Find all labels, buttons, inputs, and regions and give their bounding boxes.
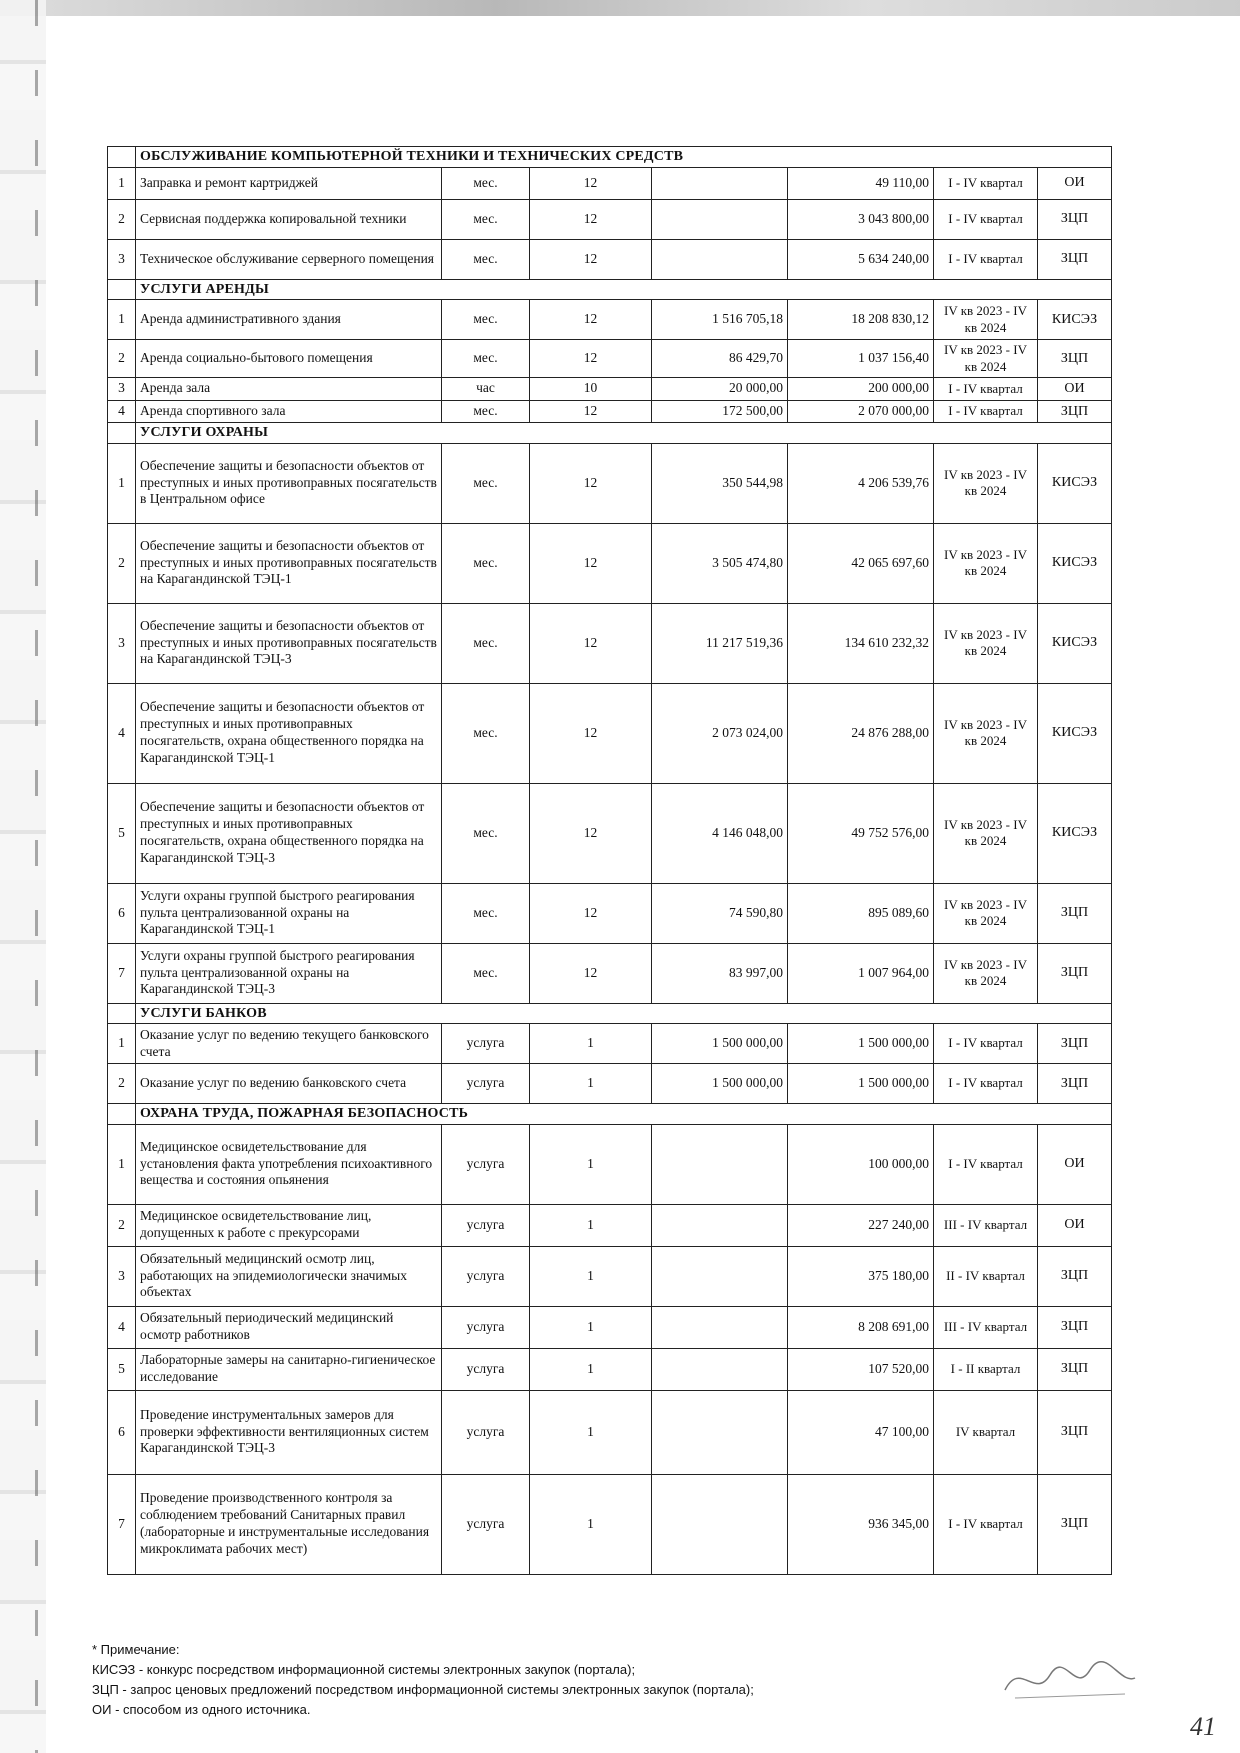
cell-method: ЗЦП bbox=[1038, 239, 1112, 279]
table-row bbox=[108, 1348, 1112, 1390]
cell-qty: 12 bbox=[530, 300, 652, 340]
cell-name: Медицинское освидетельствование лиц, допущенных к работе с прекурсорами bbox=[136, 1204, 442, 1246]
cell-method: ЗЦП bbox=[1038, 1390, 1112, 1474]
cell-qty: 12 bbox=[530, 167, 652, 199]
cell-qty: 12 bbox=[530, 239, 652, 279]
cell-period: I - IV квартал bbox=[934, 1474, 1038, 1574]
cell-qty: 1 bbox=[530, 1390, 652, 1474]
cell-sum: 107 520,00 bbox=[788, 1348, 934, 1390]
section-header-spacer bbox=[108, 423, 136, 444]
cell-num: 4 bbox=[108, 400, 136, 423]
cell-method: ОИ bbox=[1038, 167, 1112, 199]
cell-num: 1 bbox=[108, 443, 136, 523]
cell-unit: мес. bbox=[442, 199, 530, 239]
cell-num: 7 bbox=[108, 943, 136, 1003]
cell-name: Заправка и ремонт картриджей bbox=[136, 167, 442, 199]
cell-unit: услуга bbox=[442, 1348, 530, 1390]
cell-qty: 10 bbox=[530, 378, 652, 401]
cell-price: 4 146 048,00 bbox=[652, 783, 788, 883]
table-row bbox=[108, 1306, 1112, 1348]
cell-price: 86 429,70 bbox=[652, 340, 788, 378]
cell-period: IV кв 2023 - IV кв 2024 bbox=[934, 943, 1038, 1003]
cell-sum: 49 752 576,00 bbox=[788, 783, 934, 883]
cell-method: ЗЦП bbox=[1038, 1306, 1112, 1348]
cell-sum: 24 876 288,00 bbox=[788, 683, 934, 783]
cell-num: 5 bbox=[108, 783, 136, 883]
cell-price: 11 217 519,36 bbox=[652, 603, 788, 683]
cell-sum: 100 000,00 bbox=[788, 1124, 934, 1204]
cell-period: I - IV квартал bbox=[934, 1024, 1038, 1064]
cell-period: I - IV квартал bbox=[934, 1124, 1038, 1204]
cell-method: ЗЦП bbox=[1038, 1474, 1112, 1574]
cell-name: Аренда социально-бытового помещения bbox=[136, 340, 442, 378]
section-title: ОХРАНА ТРУДА, ПОЖАРНАЯ БЕЗОПАСНОСТЬ bbox=[136, 1104, 1112, 1125]
cell-name: Обязательный медицинский осмотр лиц, работающих на эпидемиологически значимых объектах bbox=[136, 1246, 442, 1306]
section-title: УСЛУГИ ОХРАНЫ bbox=[136, 423, 1112, 444]
cell-price bbox=[652, 239, 788, 279]
table-row bbox=[108, 378, 1112, 401]
cell-qty: 12 bbox=[530, 683, 652, 783]
cell-name: Услуги охраны группой быстрого реагирования пульта централизованной охраны на Карагандинской ТЭЦ-3 bbox=[136, 943, 442, 1003]
cell-method: ЗЦП bbox=[1038, 1024, 1112, 1064]
cell-num: 3 bbox=[108, 1246, 136, 1306]
cell-price: 74 590,80 bbox=[652, 883, 788, 943]
cell-qty: 1 bbox=[530, 1124, 652, 1204]
cell-method: ЗЦП bbox=[1038, 1246, 1112, 1306]
cell-unit: мес. bbox=[442, 523, 530, 603]
cell-qty: 12 bbox=[530, 603, 652, 683]
cell-num: 4 bbox=[108, 683, 136, 783]
cell-sum: 227 240,00 bbox=[788, 1204, 934, 1246]
cell-num: 1 bbox=[108, 167, 136, 199]
footnote-line-oi: ОИ - способом из одного источника. bbox=[92, 1702, 311, 1717]
cell-sum: 1 500 000,00 bbox=[788, 1064, 934, 1104]
cell-num: 6 bbox=[108, 883, 136, 943]
cell-method: ОИ bbox=[1038, 1124, 1112, 1204]
cell-method: ЗЦП bbox=[1038, 883, 1112, 943]
cell-price: 172 500,00 bbox=[652, 400, 788, 423]
table-body bbox=[108, 147, 1112, 1575]
cell-name: Обязательный периодический медицинский осмотр работников bbox=[136, 1306, 442, 1348]
cell-unit: мес. bbox=[442, 683, 530, 783]
cell-period: I - IV квартал bbox=[934, 1064, 1038, 1104]
cell-sum: 895 089,60 bbox=[788, 883, 934, 943]
section-header-spacer bbox=[108, 1003, 136, 1024]
table-row bbox=[108, 523, 1112, 603]
cell-sum: 5 634 240,00 bbox=[788, 239, 934, 279]
cell-period: IV кв 2023 - IV кв 2024 bbox=[934, 883, 1038, 943]
cell-num: 3 bbox=[108, 603, 136, 683]
section-header bbox=[108, 1104, 1112, 1125]
cell-qty: 12 bbox=[530, 883, 652, 943]
cell-unit: услуга bbox=[442, 1064, 530, 1104]
section-header-spacer bbox=[108, 147, 136, 168]
cell-price bbox=[652, 1474, 788, 1574]
table-row bbox=[108, 340, 1112, 378]
cell-price bbox=[652, 199, 788, 239]
cell-price: 3 505 474,80 bbox=[652, 523, 788, 603]
cell-method: ЗЦП bbox=[1038, 199, 1112, 239]
cell-period: III - IV квартал bbox=[934, 1306, 1038, 1348]
section-title: УСЛУГИ БАНКОВ bbox=[136, 1003, 1112, 1024]
cell-price bbox=[652, 167, 788, 199]
table-row bbox=[108, 1474, 1112, 1574]
cell-num: 7 bbox=[108, 1474, 136, 1574]
cell-num: 2 bbox=[108, 1064, 136, 1104]
cell-sum: 4 206 539,76 bbox=[788, 443, 934, 523]
footnote-title: * Примечание: bbox=[92, 1642, 180, 1657]
table-row bbox=[108, 883, 1112, 943]
scan-edge-left bbox=[0, 0, 46, 1753]
cell-sum: 134 610 232,32 bbox=[788, 603, 934, 683]
cell-sum: 1 007 964,00 bbox=[788, 943, 934, 1003]
cell-qty: 12 bbox=[530, 443, 652, 523]
cell-unit: услуга bbox=[442, 1246, 530, 1306]
cell-period: II - IV квартал bbox=[934, 1246, 1038, 1306]
cell-price: 1 500 000,00 bbox=[652, 1024, 788, 1064]
cell-name: Оказание услуг по ведению текущего банковского счета bbox=[136, 1024, 442, 1064]
table-row bbox=[108, 1024, 1112, 1064]
cell-qty: 1 bbox=[530, 1024, 652, 1064]
table-row bbox=[108, 1390, 1112, 1474]
cell-period: I - IV квартал bbox=[934, 378, 1038, 401]
cell-unit: мес. bbox=[442, 943, 530, 1003]
section-title: ОБСЛУЖИВАНИЕ КОМПЬЮТЕРНОЙ ТЕХНИКИ И ТЕХНИЧЕСКИХ СРЕДСТВ bbox=[136, 147, 1112, 168]
cell-qty: 12 bbox=[530, 783, 652, 883]
cell-unit: мес. bbox=[442, 883, 530, 943]
cell-price bbox=[652, 1306, 788, 1348]
cell-period: IV кв 2023 - IV кв 2024 bbox=[934, 783, 1038, 883]
cell-method: КИСЭЗ bbox=[1038, 603, 1112, 683]
cell-unit: услуга bbox=[442, 1124, 530, 1204]
cell-period: IV квартал bbox=[934, 1390, 1038, 1474]
cell-qty: 1 bbox=[530, 1306, 652, 1348]
procurement-table bbox=[107, 146, 1112, 1575]
cell-sum: 1 037 156,40 bbox=[788, 340, 934, 378]
cell-qty: 12 bbox=[530, 400, 652, 423]
cell-num: 6 bbox=[108, 1390, 136, 1474]
section-header bbox=[108, 147, 1112, 168]
table-row bbox=[108, 199, 1112, 239]
cell-num: 1 bbox=[108, 300, 136, 340]
cell-method: КИСЭЗ bbox=[1038, 443, 1112, 523]
cell-sum: 1 500 000,00 bbox=[788, 1024, 934, 1064]
page-number: 41 bbox=[1190, 1712, 1216, 1741]
cell-method: ЗЦП bbox=[1038, 943, 1112, 1003]
cell-price: 1 516 705,18 bbox=[652, 300, 788, 340]
table-row bbox=[108, 300, 1112, 340]
cell-name: Услуги охраны группой быстрого реагирования пульта централизованной охраны на Карагандинской ТЭЦ-1 bbox=[136, 883, 442, 943]
cell-num: 5 bbox=[108, 1348, 136, 1390]
cell-sum: 375 180,00 bbox=[788, 1246, 934, 1306]
cell-sum: 936 345,00 bbox=[788, 1474, 934, 1574]
cell-sum: 42 065 697,60 bbox=[788, 523, 934, 603]
cell-period: I - IV квартал bbox=[934, 400, 1038, 423]
cell-period: IV кв 2023 - IV кв 2024 bbox=[934, 603, 1038, 683]
table-row bbox=[108, 603, 1112, 683]
cell-sum: 8 208 691,00 bbox=[788, 1306, 934, 1348]
cell-method: ОИ bbox=[1038, 378, 1112, 401]
cell-num: 3 bbox=[108, 378, 136, 401]
cell-num: 4 bbox=[108, 1306, 136, 1348]
cell-method: КИСЭЗ bbox=[1038, 683, 1112, 783]
cell-qty: 12 bbox=[530, 523, 652, 603]
table-row bbox=[108, 443, 1112, 523]
table-row bbox=[108, 1246, 1112, 1306]
cell-unit: услуга bbox=[442, 1390, 530, 1474]
cell-qty: 12 bbox=[530, 340, 652, 378]
section-header bbox=[108, 1003, 1112, 1024]
cell-price: 1 500 000,00 bbox=[652, 1064, 788, 1104]
table-row bbox=[108, 239, 1112, 279]
cell-method: ЗЦП bbox=[1038, 340, 1112, 378]
cell-price: 350 544,98 bbox=[652, 443, 788, 523]
cell-num: 1 bbox=[108, 1024, 136, 1064]
section-header bbox=[108, 423, 1112, 444]
table-row bbox=[108, 683, 1112, 783]
cell-name: Обеспечение защиты и безопасности объектов от преступных и иных противоправных посягательств, охрана общественного порядка на Карагандинской ТЭЦ-3 bbox=[136, 783, 442, 883]
cell-period: IV кв 2023 - IV кв 2024 bbox=[934, 300, 1038, 340]
cell-unit: час bbox=[442, 378, 530, 401]
cell-method: КИСЭЗ bbox=[1038, 300, 1112, 340]
cell-sum: 200 000,00 bbox=[788, 378, 934, 401]
table-row bbox=[108, 1204, 1112, 1246]
cell-qty: 1 bbox=[530, 1348, 652, 1390]
cell-method: ЗЦП bbox=[1038, 1348, 1112, 1390]
cell-name: Обеспечение защиты и безопасности объектов от преступных и иных противоправных посягательств на Карагандинской ТЭЦ-1 bbox=[136, 523, 442, 603]
cell-price: 83 997,00 bbox=[652, 943, 788, 1003]
cell-period: I - IV квартал bbox=[934, 167, 1038, 199]
table-row bbox=[108, 1124, 1112, 1204]
cell-period: I - IV квартал bbox=[934, 239, 1038, 279]
cell-sum: 3 043 800,00 bbox=[788, 199, 934, 239]
cell-unit: услуга bbox=[442, 1306, 530, 1348]
table-row bbox=[108, 1064, 1112, 1104]
cell-period: IV кв 2023 - IV кв 2024 bbox=[934, 443, 1038, 523]
table-row bbox=[108, 400, 1112, 423]
cell-qty: 1 bbox=[530, 1246, 652, 1306]
cell-price bbox=[652, 1124, 788, 1204]
cell-unit: мес. bbox=[442, 167, 530, 199]
cell-name: Лабораторные замеры на санитарно-гигиеническое исследование bbox=[136, 1348, 442, 1390]
cell-method: КИСЭЗ bbox=[1038, 783, 1112, 883]
cell-price bbox=[652, 1390, 788, 1474]
cell-unit: мес. bbox=[442, 300, 530, 340]
footnote-line-kisez: КИСЭЗ - конкурс посредством информационной системы электронных закупок (портала); bbox=[92, 1662, 636, 1677]
cell-name: Сервисная поддержка копировальной техники bbox=[136, 199, 442, 239]
cell-unit: услуга bbox=[442, 1204, 530, 1246]
procurement-table-container bbox=[107, 146, 1111, 1575]
cell-num: 2 bbox=[108, 199, 136, 239]
cell-num: 2 bbox=[108, 1204, 136, 1246]
cell-unit: мес. bbox=[442, 239, 530, 279]
cell-name: Проведение инструментальных замеров для проверки эффективности вентиляционных систем Карагандинской ТЭЦ-3 bbox=[136, 1390, 442, 1474]
cell-name: Аренда зала bbox=[136, 378, 442, 401]
cell-price: 20 000,00 bbox=[652, 378, 788, 401]
cell-period: I - IV квартал bbox=[934, 199, 1038, 239]
cell-qty: 1 bbox=[530, 1064, 652, 1104]
section-header-spacer bbox=[108, 1104, 136, 1125]
cell-sum: 49 110,00 bbox=[788, 167, 934, 199]
section-header bbox=[108, 279, 1112, 300]
cell-price bbox=[652, 1348, 788, 1390]
cell-qty: 1 bbox=[530, 1474, 652, 1574]
cell-name: Обеспечение защиты и безопасности объектов от преступных и иных противоправных посягательств, охрана общественного порядка на Карагандинской ТЭЦ-1 bbox=[136, 683, 442, 783]
section-header-spacer bbox=[108, 279, 136, 300]
cell-qty: 1 bbox=[530, 1204, 652, 1246]
cell-unit: мес. bbox=[442, 340, 530, 378]
cell-unit: услуга bbox=[442, 1474, 530, 1574]
section-title: УСЛУГИ АРЕНДЫ bbox=[136, 279, 1112, 300]
cell-unit: мес. bbox=[442, 443, 530, 523]
cell-num: 3 bbox=[108, 239, 136, 279]
cell-name: Медицинское освидетельствование для установления факта употребления психоактивного вещества и состояния опьянения bbox=[136, 1124, 442, 1204]
cell-price bbox=[652, 1204, 788, 1246]
cell-name: Обеспечение защиты и безопасности объектов от преступных и иных противоправных посягательств в Центральном офисе bbox=[136, 443, 442, 523]
handwritten-signature bbox=[995, 1650, 1145, 1710]
cell-period: III - IV квартал bbox=[934, 1204, 1038, 1246]
cell-name: Оказание услуг по ведению банковского счета bbox=[136, 1064, 442, 1104]
footnote-line-zcp: ЗЦП - запрос ценовых предложений посредством информационной системы электронных закупок (портала); bbox=[92, 1682, 754, 1697]
cell-unit: мес. bbox=[442, 400, 530, 423]
table-row bbox=[108, 943, 1112, 1003]
cell-name: Аренда спортивного зала bbox=[136, 400, 442, 423]
cell-period: IV кв 2023 - IV кв 2024 bbox=[934, 523, 1038, 603]
cell-name: Проведение производственного контроля за соблюдением требований Санитарных правил (лабораторные и инструментальные исследования микроклимата рабочих мест) bbox=[136, 1474, 442, 1574]
cell-sum: 47 100,00 bbox=[788, 1390, 934, 1474]
cell-period: I - II квартал bbox=[934, 1348, 1038, 1390]
cell-unit: услуга bbox=[442, 1024, 530, 1064]
footnote bbox=[92, 1640, 892, 1720]
cell-period: IV кв 2023 - IV кв 2024 bbox=[934, 340, 1038, 378]
cell-price: 2 073 024,00 bbox=[652, 683, 788, 783]
cell-method: ЗЦП bbox=[1038, 1064, 1112, 1104]
cell-num: 2 bbox=[108, 340, 136, 378]
cell-method: ОИ bbox=[1038, 1204, 1112, 1246]
cell-method: ЗЦП bbox=[1038, 400, 1112, 423]
cell-unit: мес. bbox=[442, 603, 530, 683]
cell-name: Аренда административного здания bbox=[136, 300, 442, 340]
cell-sum: 18 208 830,12 bbox=[788, 300, 934, 340]
table-row bbox=[108, 167, 1112, 199]
cell-name: Обеспечение защиты и безопасности объектов от преступных и иных противоправных посягательств на Карагандинской ТЭЦ-3 bbox=[136, 603, 442, 683]
cell-num: 2 bbox=[108, 523, 136, 603]
cell-price bbox=[652, 1246, 788, 1306]
cell-qty: 12 bbox=[530, 943, 652, 1003]
cell-qty: 12 bbox=[530, 199, 652, 239]
cell-sum: 2 070 000,00 bbox=[788, 400, 934, 423]
cell-period: IV кв 2023 - IV кв 2024 bbox=[934, 683, 1038, 783]
cell-method: КИСЭЗ bbox=[1038, 523, 1112, 603]
cell-unit: мес. bbox=[442, 783, 530, 883]
cell-num: 1 bbox=[108, 1124, 136, 1204]
cell-name: Техническое обслуживание серверного помещения bbox=[136, 239, 442, 279]
table-row bbox=[108, 783, 1112, 883]
scan-edge-top bbox=[0, 0, 1240, 16]
